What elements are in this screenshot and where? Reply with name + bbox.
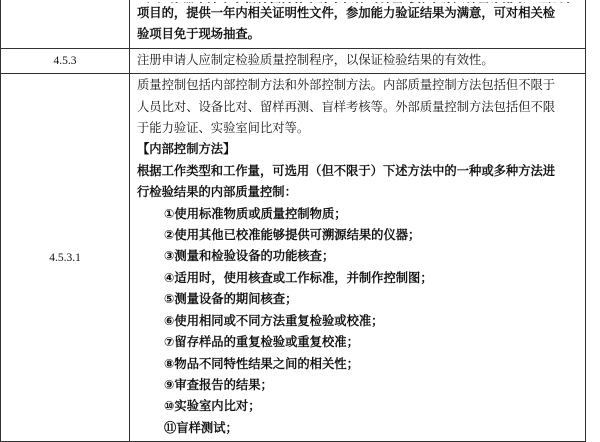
list-item: ⑧物品不同特性结果之间的相关性； xyxy=(164,356,359,371)
content-line: 注册申请人应制定检验质量控制程序，以保证检验结果的有效性。 xyxy=(137,52,494,67)
clause-content-cell xyxy=(130,48,586,73)
list-item: ⑨审查报告的结果； xyxy=(164,377,273,392)
list-item: ⑪盲样测试； xyxy=(164,420,238,435)
content-line: 质量控制包括内部控制方法和外部控制方法。内部质量控制方法包括但不限于 xyxy=(137,78,556,93)
table-row xyxy=(1,74,586,442)
list-item: ④适用时，使用核查或工作标准，并制作控制图； xyxy=(164,270,433,285)
list-item: ②使用其他已校准能够提供可溯源结果的仪器； xyxy=(164,228,421,243)
content-line: 项目的，提供一年内相关证明性文件，参加能力验证结果为满意，可对相关检 xyxy=(137,6,556,20)
clause-number-cell: 4.5.3.1 xyxy=(1,74,130,442)
content-line: 人员比对、设备比对、留样再测、盲样考核等。外部质量控制方法包括但不限 xyxy=(137,99,556,114)
list-item: ⑦留存样品的重复检验或重复校准； xyxy=(164,335,359,350)
list-item: ⑥使用相同或不同方法重复检验或校准； xyxy=(164,313,384,328)
content-line: 验项目免于现场抽查。 xyxy=(137,27,260,42)
content-line: 行检验结果的内部质量控制： xyxy=(137,185,297,200)
list-item: ⑤测量设备的期间核查； xyxy=(164,292,298,307)
list-item: ⑩实验室内比对； xyxy=(164,399,261,414)
clause-number-cell: 4.5.3 xyxy=(1,48,130,73)
content-line: 根据工作类型和工作量，可选用（但不限于）下述方法中的一种或多种方法进 xyxy=(137,163,556,178)
list-item: ①使用标准物质或质量控制物质； xyxy=(164,206,347,221)
content-line: 于能力验证、实验室间比对等。 xyxy=(137,121,310,136)
table-row xyxy=(1,48,586,73)
clause-content-cell xyxy=(130,74,586,442)
list-item: ③测量和检验设备的功能核查； xyxy=(164,249,335,264)
clause-number-cell xyxy=(1,0,130,48)
table-row xyxy=(1,0,586,48)
section-heading: 【内部控制方法】 xyxy=(137,142,236,157)
clause-content-cell xyxy=(130,0,586,48)
